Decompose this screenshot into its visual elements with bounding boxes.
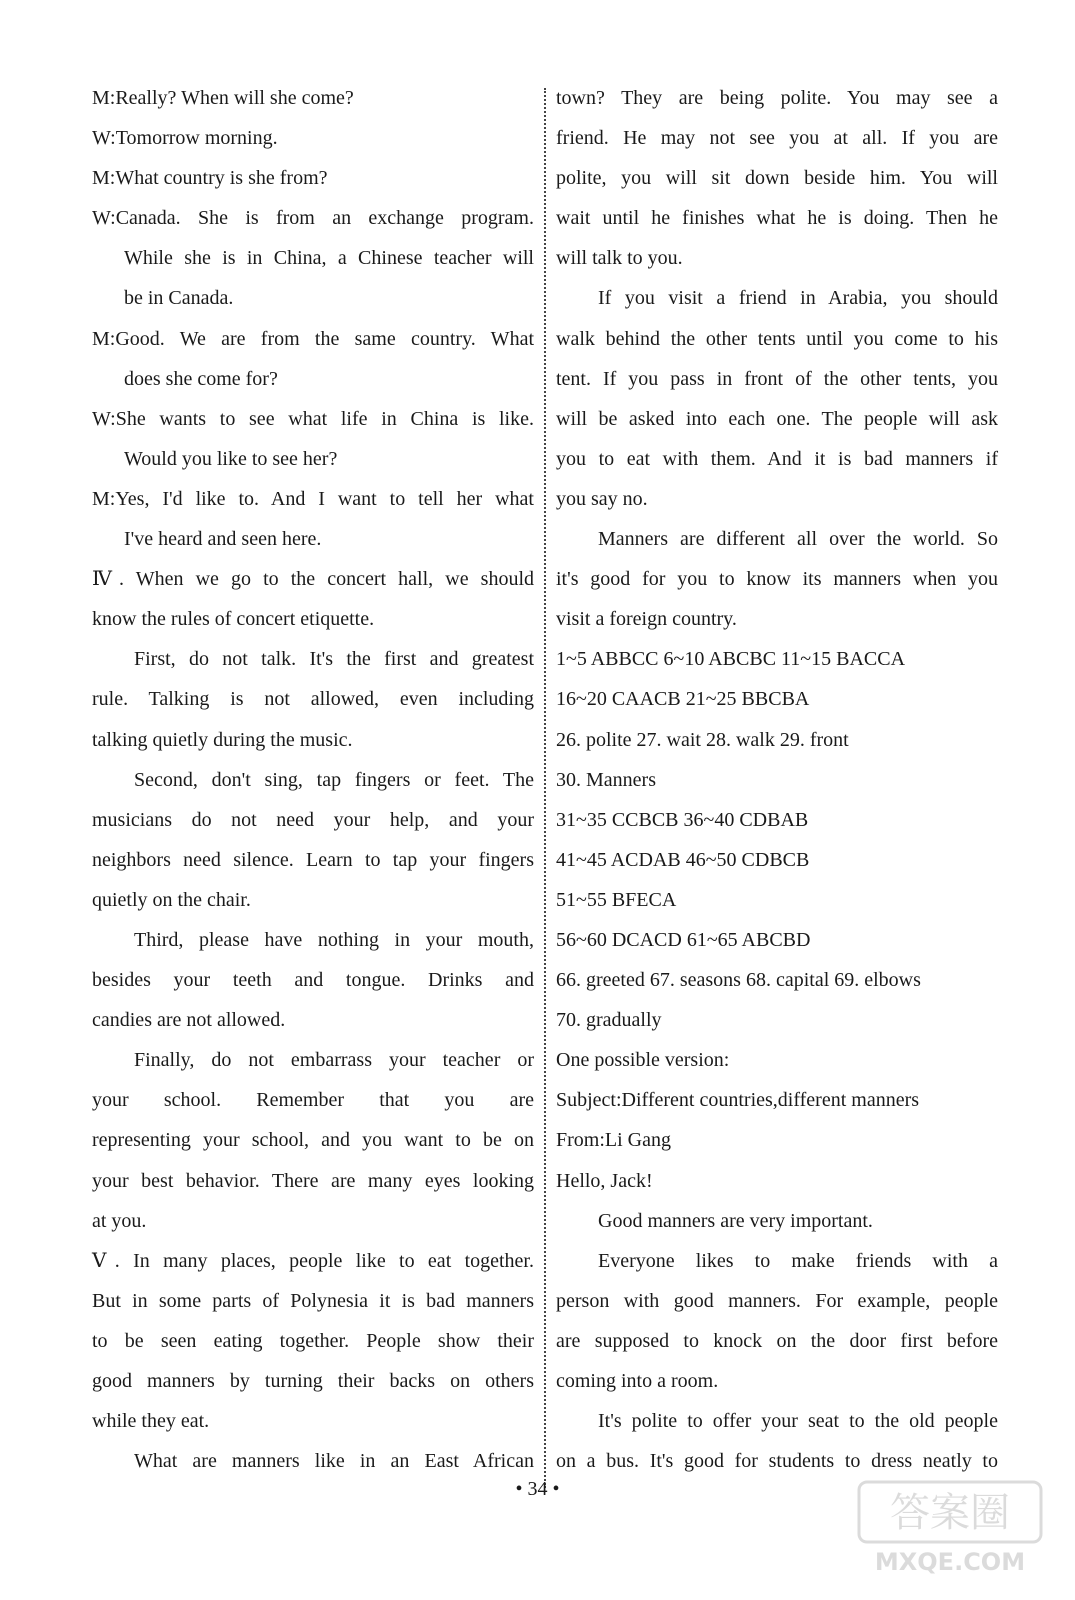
right-column-text-line: It's polite to offer your seat to the old people <box>598 1410 998 1433</box>
right-column-text-line: wait until he finishes what he is doing. Then he <box>556 207 998 230</box>
right-column-text-line: walk behind the other tents until you come to his <box>556 327 998 350</box>
right-column-text-line: tent. If you pass in front of the other tents, you <box>556 367 998 390</box>
left-column-text-line: candies are not allowed. <box>92 1009 286 1032</box>
left-column-text-line: I've heard and seen here. <box>124 528 322 551</box>
left-column-text-line: to be seen eating together. People show their <box>92 1329 534 1352</box>
right-column-text-line: are supposed to knock on the door first before <box>556 1329 998 1352</box>
left-column-text-line: rule. Talking is not allowed, even including <box>92 688 534 711</box>
left-column-text-line: quietly on the chair. <box>92 888 251 911</box>
left-column-text-line: W:Tomorrow morning. <box>92 127 278 150</box>
right-column-text-line: Subject:Different countries,different manners <box>556 1089 920 1112</box>
right-column-text-line: Everyone likes to make friends with a <box>598 1249 998 1272</box>
left-column-text-line: First, do not talk. It's the first and greatest <box>134 648 534 671</box>
right-column-text-line: One possible version: <box>556 1049 730 1072</box>
right-column-text-line: friend. He may not see you at all. If you are <box>556 127 998 150</box>
right-column-text-line: Hello, Jack! <box>556 1169 653 1192</box>
right-column-text-line: polite, you will sit down beside him. You will <box>556 167 998 190</box>
right-column-text-line: 16~20 CAACB 21~25 BBCBA <box>556 688 810 711</box>
left-column-text-line: M:Good. We are from the same country. What <box>92 327 534 350</box>
left-column-text-line: M:What country is she from? <box>92 167 328 190</box>
left-column-text-line: while they eat. <box>92 1410 210 1433</box>
right-column-text-line: 1~5 ABBCC 6~10 ABCBC 11~15 BACCA <box>556 648 906 671</box>
right-column <box>556 78 998 1481</box>
left-column-text-line: your school. Remember that you are <box>92 1089 534 1112</box>
right-column-text-line: 31~35 CCBCB 36~40 CDBAB <box>556 808 809 831</box>
left-column-text-line: Third, please have nothing in your mouth, <box>134 928 534 951</box>
left-column-text-line: W:Canada. She is from an exchange program. <box>92 207 534 230</box>
right-column-text-line: Manners are different all over the world. So <box>598 528 998 551</box>
right-column-text-line: 66. greeted 67. seasons 68. capital 69. elbows <box>556 969 921 992</box>
watermark-url: MXQE.COM <box>874 1548 1026 1576</box>
left-column-text-line: What are manners like in an East African <box>134 1450 534 1473</box>
right-column-text-line: 70. gradually <box>556 1009 662 1032</box>
left-column-text-line: neighbors need silence. Learn to tap your fingers <box>92 848 534 871</box>
left-column-text-line: W:She wants to see what life in China is like. <box>92 407 534 430</box>
watermark-logo <box>855 1478 1045 1578</box>
right-column-text-line: From:Li Gang <box>556 1129 671 1152</box>
left-column-text-line: Ⅴ. In many places, people like to eat together. <box>92 1249 534 1272</box>
left-column-text-line: Ⅳ. When we go to the concert hall, we should <box>92 568 534 591</box>
left-column-text-line: at you. <box>92 1209 147 1232</box>
page-number: • 34 • <box>515 1478 560 1500</box>
left-column-text-line: good manners by turning their backs on others <box>92 1370 534 1392</box>
left-column-text-line: But in some parts of Polynesia it is bad manners <box>92 1289 534 1312</box>
left-column-text-line: Finally, do not embarrass your teacher or <box>134 1049 534 1072</box>
right-column-text-line: you say no. <box>556 487 648 510</box>
left-column-text-line: M:Really? When will she come? <box>92 87 354 109</box>
left-column-text-line: While she is in China, a Chinese teacher will <box>124 247 534 270</box>
right-column-text-line: Good manners are very important. <box>598 1209 873 1232</box>
right-column-text-line: will be asked into each one. The people will ask <box>556 407 998 430</box>
right-column-text-line: 26. polite 27. wait 28. walk 29. front <box>556 728 849 751</box>
right-column-text-line: person with good manners. For example, people <box>556 1289 998 1312</box>
left-column-text-line: musicians do not need your help, and your <box>92 808 534 831</box>
right-column-text-line: 30. Manners <box>556 768 656 791</box>
right-column-text-line: will talk to you. <box>556 247 683 270</box>
column-divider <box>544 88 546 1488</box>
right-column-text-line: 51~55 BFECA <box>556 888 677 911</box>
right-column-text-line: 41~45 ACDAB 46~50 CDBCB <box>556 848 810 871</box>
left-column-text-line: representing your school, and you want to be on <box>92 1129 534 1152</box>
left-column <box>92 78 534 1481</box>
left-column-text-line: be in Canada. <box>124 287 234 310</box>
right-column-text-line: town? They are being polite. You may see a <box>556 87 998 109</box>
right-column-text-line: you to eat with them. And it is bad manners if <box>556 447 998 470</box>
right-column-text-line: on a bus. It's good for students to dress neatly to <box>556 1450 998 1473</box>
left-column-text-line: know the rules of concert etiquette. <box>92 608 375 631</box>
left-column-text-line: Second, don't sing, tap fingers or feet. The <box>134 768 534 791</box>
right-column-text-line: it's good for you to know its manners when you <box>556 568 998 591</box>
right-column-text-line: 56~60 DCACD 61~65 ABCBD <box>556 928 811 951</box>
right-column-text-line: visit a foreign country. <box>556 608 737 631</box>
right-column-text-line: coming into a room. <box>556 1370 719 1392</box>
left-column-text-line: Would you like to see her? <box>124 447 338 470</box>
left-column-text-line: your best behavior. There are many eyes looking <box>92 1169 534 1192</box>
right-column-text-line: If you visit a friend in Arabia, you should <box>598 287 998 310</box>
left-column-text-line: talking quietly during the music. <box>92 728 353 751</box>
left-column-text-line: M:Yes, I'd like to. And I want to tell her what <box>92 487 534 510</box>
watermark-text: 答案圈 <box>890 1490 1010 1536</box>
left-column-text-line: besides your teeth and tongue. Drinks and <box>92 969 534 992</box>
left-column-text-line: does she come for? <box>124 367 278 390</box>
